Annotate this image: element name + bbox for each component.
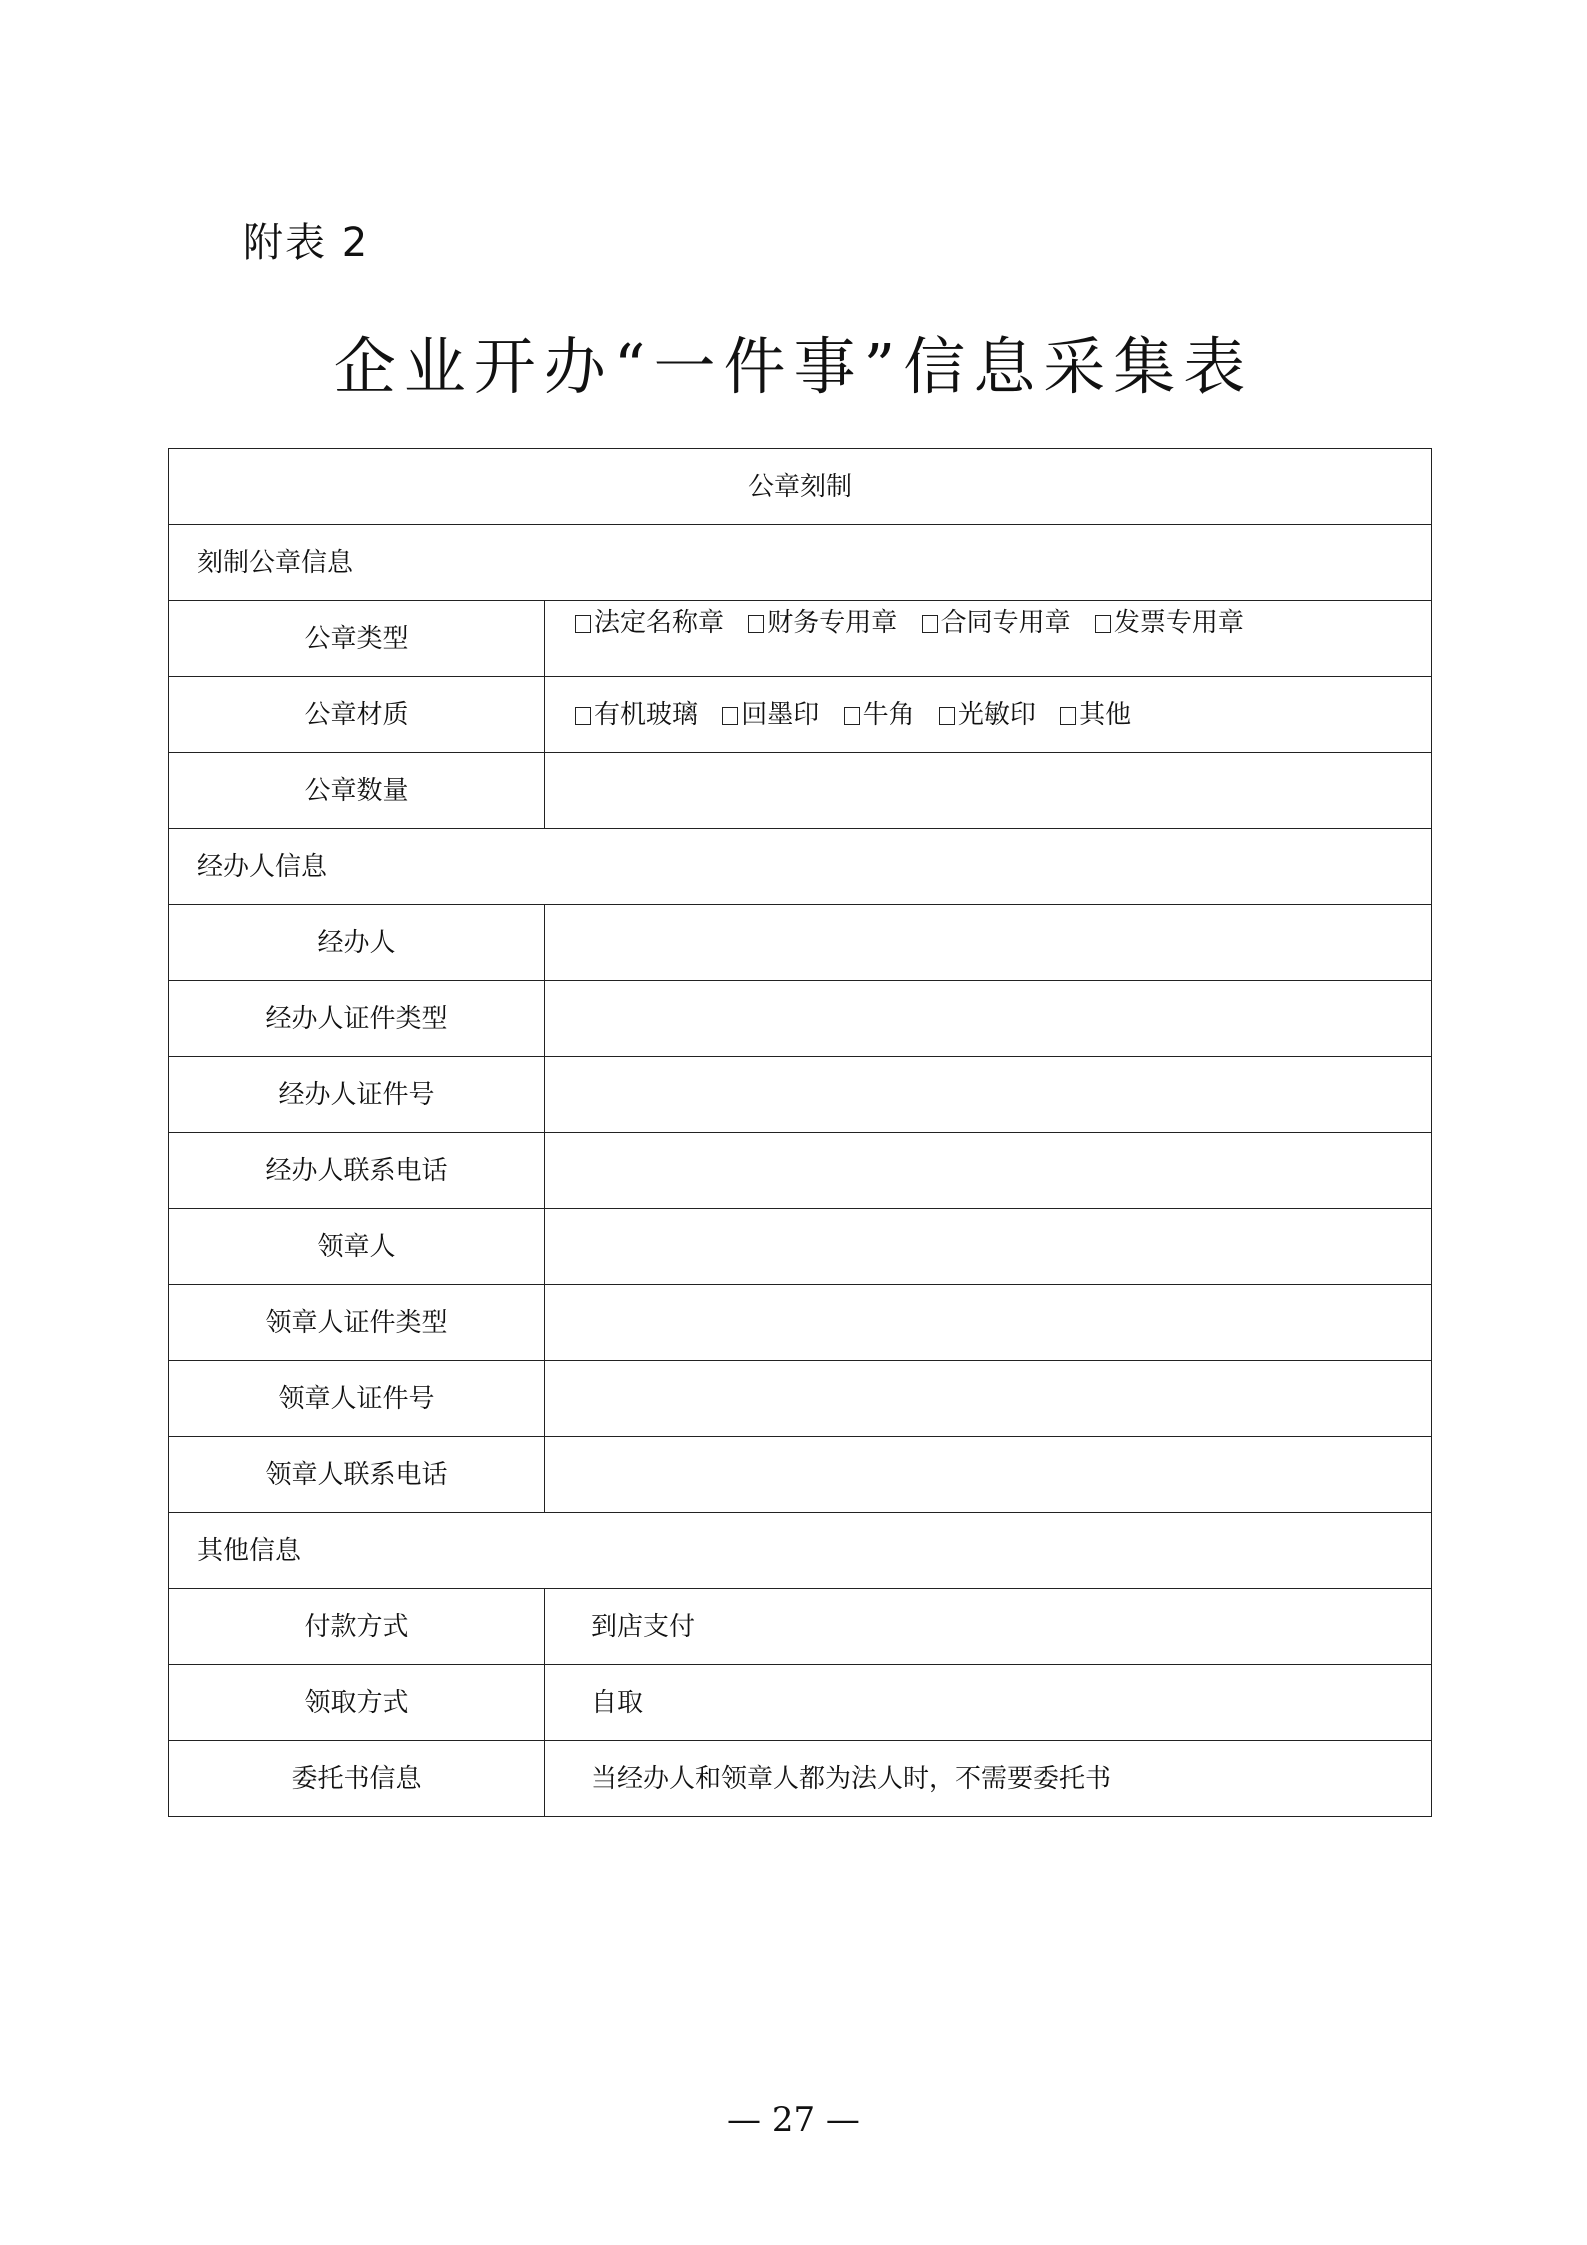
- field-label: 领章人: [169, 1209, 545, 1285]
- table-header-row: [169, 449, 1432, 525]
- section-heading-agent: 经办人信息: [169, 829, 1432, 905]
- field-label: 经办人联系电话: [169, 1133, 545, 1209]
- seal-material-option[interactable]: [939, 699, 1036, 731]
- field-value[interactable]: 到店支付: [545, 1589, 1432, 1665]
- table-row: [169, 677, 1432, 753]
- table-row: [169, 905, 1432, 981]
- field-label: 经办人证件类型: [169, 981, 545, 1057]
- appendix-label: 附表 2: [243, 220, 370, 266]
- seal-type-option[interactable]: [922, 607, 1071, 639]
- seal-type-option[interactable]: [575, 607, 724, 639]
- option-label: 光敏印: [957, 699, 1036, 730]
- field-label: 付款方式: [169, 1589, 545, 1665]
- seal-material-option[interactable]: [722, 699, 819, 731]
- table-row: [169, 1285, 1432, 1361]
- checkbox-icon[interactable]: [922, 615, 938, 633]
- field-value[interactable]: [545, 1285, 1432, 1361]
- field-value[interactable]: 自取: [545, 1665, 1432, 1741]
- option-label: 有机玻璃: [594, 699, 699, 730]
- seal-type-options: [545, 601, 1432, 677]
- option-label: 牛角: [862, 699, 915, 730]
- field-label: 领章人证件类型: [169, 1285, 545, 1361]
- table-row: [169, 1133, 1432, 1209]
- table-row: [169, 601, 1432, 677]
- field-label: 领章人联系电话: [169, 1437, 545, 1513]
- field-label: 委托书信息: [169, 1741, 545, 1817]
- seal-quantity-label: 公章数量: [169, 753, 545, 829]
- option-label: 回墨印: [741, 699, 820, 730]
- option-label: 其他: [1079, 699, 1132, 730]
- table-row: [169, 1741, 1432, 1817]
- table-header: 公章刻制: [169, 449, 1432, 525]
- option-label: 合同专用章: [940, 608, 1071, 638]
- table-row: [169, 1665, 1432, 1741]
- field-value[interactable]: [545, 905, 1432, 981]
- section-row: [169, 829, 1432, 905]
- checkbox-icon[interactable]: [1060, 707, 1076, 725]
- table-row: [169, 753, 1432, 829]
- checkbox-icon[interactable]: [575, 707, 591, 725]
- seal-type-option[interactable]: [1095, 607, 1244, 639]
- table-row: [169, 1437, 1432, 1513]
- seal-quantity-value[interactable]: [545, 753, 1432, 829]
- document-title: 企业开办“一件事”信息采集表: [333, 330, 1254, 403]
- field-value[interactable]: [545, 1209, 1432, 1285]
- table-row: [169, 1057, 1432, 1133]
- checkbox-icon[interactable]: [1095, 615, 1111, 633]
- seal-type-option[interactable]: [748, 607, 897, 639]
- table-row: [169, 981, 1432, 1057]
- field-value[interactable]: [545, 1361, 1432, 1437]
- field-label: 领章人证件号: [169, 1361, 545, 1437]
- section-row: [169, 525, 1432, 601]
- info-collection-table: [168, 448, 1432, 1817]
- checkbox-icon[interactable]: [575, 615, 591, 633]
- table-row: [169, 1361, 1432, 1437]
- field-value[interactable]: [545, 1437, 1432, 1513]
- option-label: 财务专用章: [767, 608, 898, 638]
- field-label: 经办人证件号: [169, 1057, 545, 1133]
- seal-type-label: 公章类型: [169, 601, 545, 677]
- seal-material-option[interactable]: [575, 699, 698, 731]
- page-number: — 27 —: [727, 2100, 860, 2140]
- seal-material-options: [545, 677, 1432, 753]
- section-row: [169, 1513, 1432, 1589]
- section-heading-other: 其他信息: [169, 1513, 1432, 1589]
- table-row: [169, 1209, 1432, 1285]
- field-value[interactable]: [545, 1057, 1432, 1133]
- option-label: 法定名称章: [594, 608, 725, 638]
- table-row: [169, 1589, 1432, 1665]
- seal-material-option[interactable]: [1060, 699, 1131, 731]
- checkbox-icon[interactable]: [748, 615, 764, 633]
- option-label: 发票专用章: [1113, 608, 1244, 638]
- section-heading-seal: 刻制公章信息: [169, 525, 1432, 601]
- field-value[interactable]: 当经办人和领章人都为法人时，不需要委托书: [545, 1741, 1432, 1817]
- field-label: 领取方式: [169, 1665, 545, 1741]
- checkbox-icon[interactable]: [844, 707, 860, 725]
- field-label: 经办人: [169, 905, 545, 981]
- checkbox-icon[interactable]: [939, 707, 955, 725]
- seal-material-option[interactable]: [844, 699, 915, 731]
- checkbox-icon[interactable]: [722, 707, 738, 725]
- field-value[interactable]: [545, 981, 1432, 1057]
- seal-material-label: 公章材质: [169, 677, 545, 753]
- field-value[interactable]: [545, 1133, 1432, 1209]
